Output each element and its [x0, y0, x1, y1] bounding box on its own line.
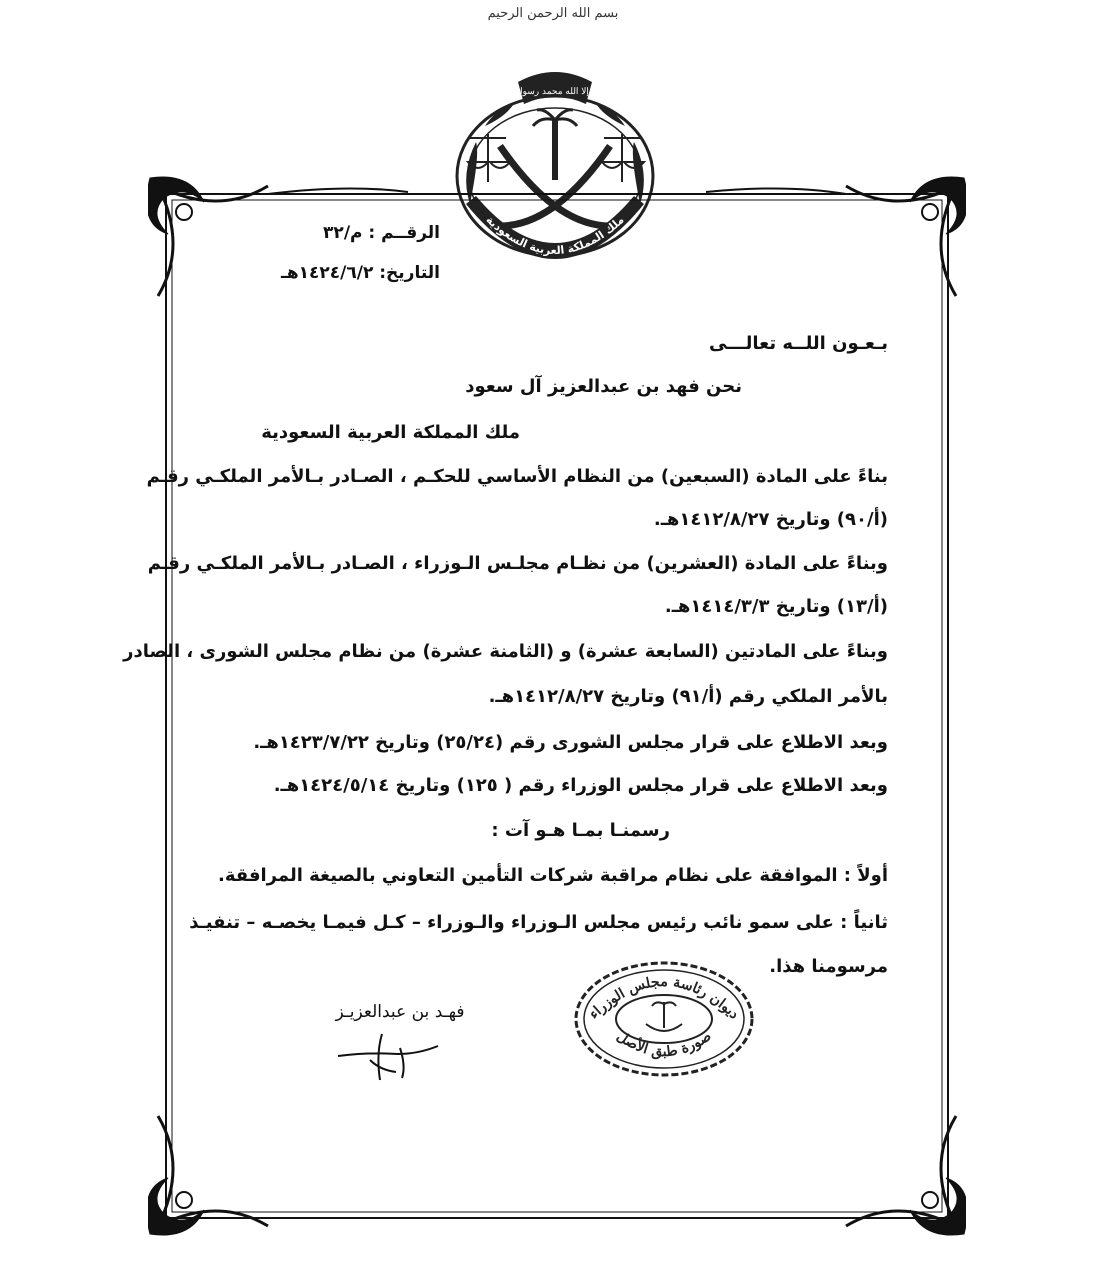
- paragraph-2-line-1: وبناءً على المادة (العشرين) من نظـام مجلـس الـوزراء ، الصـادر بـالأمر الملكـي رقـم: [147, 553, 888, 574]
- decree-date: التاريخ: ١٤٢٤/٦/٢هـ: [281, 263, 440, 283]
- article-second-line-2: مرسومنا هذا.: [769, 956, 888, 977]
- article-second-line-1: ثانياً : على سمو نائب رئيس مجلس الـوزراء والـوزراء – كـل فيمـا يخصـه – تنفيـذ: [189, 912, 888, 933]
- stamp-top-text: ديوان رئاسة مجلس الوزراء: [586, 973, 742, 1023]
- paragraph-1-line-2: (أ/٩٠) وتاريخ ١٤١٢/٨/٢٧هـ.: [653, 509, 888, 530]
- emblem-motto: لا إله إلا الله محمد رسول الله: [500, 87, 610, 97]
- article-first: أولاً : الموافقة على نظام مراقبة شركات التأمين التعاوني بالصيغة المرافقة.: [218, 865, 888, 886]
- decree-intro: رسمنـا بمـا هـو آت :: [491, 820, 670, 841]
- decree-number: الرقــم : م/٣٢: [323, 223, 440, 243]
- basmala-header: بسم الله الرحمن الرحيم: [487, 6, 619, 21]
- king-name: نحن فهد بن عبدالعزيز آل سعود: [465, 376, 742, 397]
- paragraph-5: وبعد الاطلاع على قرار مجلس الوزراء رقم ( ١٢٥) وتاريخ ١٤٢٤/٥/١٤هـ.: [273, 775, 888, 796]
- stamp-emblem-icon: [646, 1002, 682, 1031]
- paragraph-4: وبعد الاطلاع على قرار مجلس الشورى رقم (٢٥/٢٤) وتاريخ ١٤٢٣/٧/٢٢هـ.: [253, 732, 888, 753]
- svg-text:صورة طبق الأصل: [614, 1028, 715, 1060]
- signatory-name: فهـد بن عبدالعزيـز: [335, 1002, 465, 1022]
- paragraph-3-line-1: وبناءً على المادتين (السابعة عشرة) و (الثامنة عشرة) من نظام مجلس الشورى ، الصادر: [123, 641, 888, 662]
- paragraph-1-line-1: بناءً على المادة (السبعين) من النظام الأساسي للحكـم ، الصـادر بـالأمر الملكـي رقـم: [146, 466, 888, 487]
- paragraph-2-line-2: (أ/١٣) وتاريخ ١٤١٤/٣/٣هـ.: [664, 596, 888, 617]
- opening-line: بـعـون اللــه تعالـــى: [708, 333, 888, 354]
- stamp-bottom-text: صورة طبق الأصل: [613, 1028, 715, 1061]
- handwritten-signature: [330, 1026, 450, 1086]
- official-stamp: [572, 958, 756, 1080]
- emblem-ring-text: ملك المملكة العربية السعودية: [483, 213, 627, 258]
- paragraph-3-line-2: بالأمر الملكي رقم (أ/٩١) وتاريخ ١٤١٢/٨/٢٧هـ.: [488, 686, 888, 707]
- king-title: ملك المملكة العربية السعودية: [261, 422, 520, 443]
